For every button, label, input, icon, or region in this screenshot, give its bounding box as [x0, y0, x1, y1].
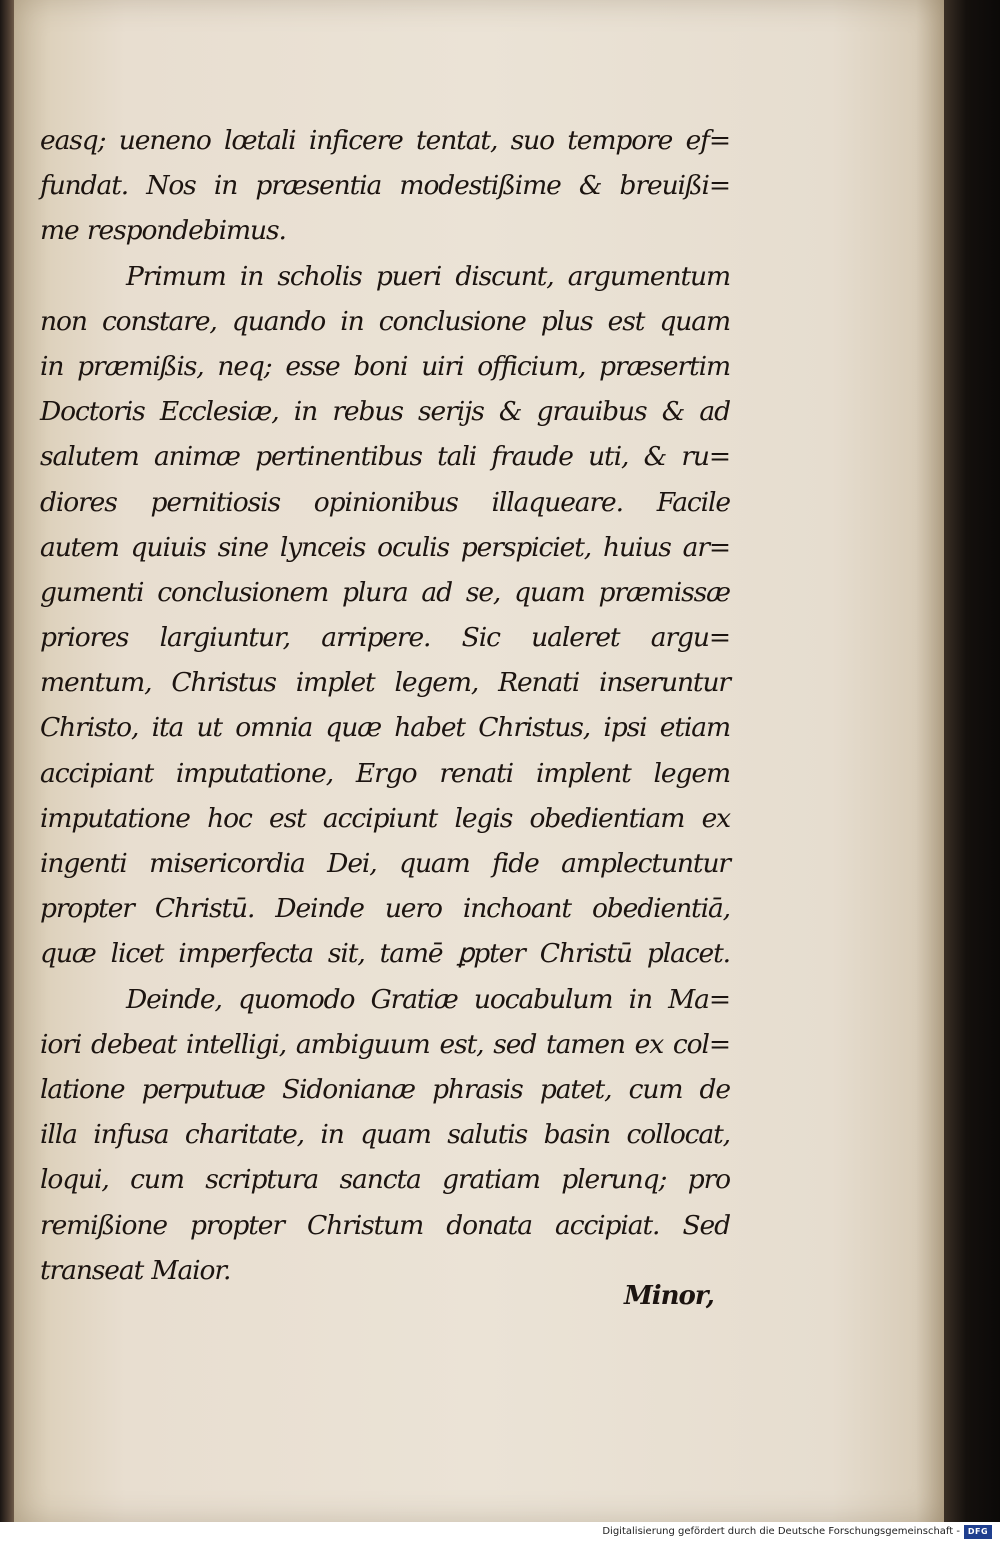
text-line: salutem animæ pertinentibus tali fraude uti, & ru=: [40, 441, 730, 473]
text-line: me respondebimus.: [40, 215, 286, 247]
text-line: non constare, quando in conclusione plus est quam: [40, 305, 730, 337]
text-line: mentum, Christus implet legem, Renati inseruntur: [40, 667, 730, 699]
text-line: propter Christū. Deinde uero inchoant obedientiā,: [40, 893, 730, 925]
text-line: loqui, cum scriptura sancta gratiam plerunq; pro: [40, 1164, 730, 1196]
text-line: imputatione hoc est accipiunt legis obedientiam ex: [40, 802, 730, 834]
book-page: [14, 0, 944, 1522]
text-line: transeat Maior.: [40, 1254, 231, 1286]
text-line: gumenti conclusionem plura ad se, quam præmissæ: [40, 576, 730, 608]
dfg-logo: DFG: [964, 1525, 992, 1539]
text-line: in præmißis, neq; esse boni uiri officium, præsertim: [40, 350, 730, 382]
footer-bar: [0, 1522, 1000, 1543]
text-line: easq; ueneno lœtali inficere tentat, suo tempore ef=: [40, 125, 730, 156]
text-line: fundat. Nos in præsentia modestißime & breuißi=: [40, 170, 730, 202]
text-line: diores pernitiosis opinionibus illaqueare. Facile: [40, 486, 730, 518]
text-line: illa infusa charitate, in quam salutis basin collocat,: [40, 1119, 730, 1151]
text-line: latione perputuæ Sidonianæ phrasis patet, cum de: [40, 1073, 730, 1105]
scan-left-edge: [0, 0, 14, 1522]
catchword: Minor,: [624, 1281, 714, 1311]
body-text: [40, 118, 730, 1293]
text-line: priores largiuntur, arripere. Sic ualeret argu=: [40, 622, 730, 654]
text-line: Primum in scholis pueri discunt, argumentum: [126, 260, 730, 292]
funding-notice: Digitalisierung gefördert durch die Deutsche Forschungsgemeinschaft -: [602, 1526, 960, 1537]
text-line: Deinde, quomodo Gratiæ uocabulum in Ma=: [126, 983, 730, 1015]
text-line: autem quiuis sine lynceis oculis perspiciet, huius ar=: [40, 531, 730, 563]
text-line: ingenti misericordia Dei, quam fide amplectuntur: [40, 848, 730, 879]
text-line: Christo, ita ut omnia quæ habet Christus, ipsi etiam: [40, 712, 730, 744]
text-line: iori debeat intelligi, ambiguum est, sed tamen ex col=: [40, 1028, 730, 1060]
text-line: quæ licet imperfecta sit, tamē ꝑpter Christū placet.: [40, 938, 730, 970]
scan-right-edge: [944, 0, 1000, 1522]
text-line: remißione propter Christum donata accipiat. Sed: [40, 1209, 730, 1241]
text-line: Doctoris Ecclesiæ, in rebus serijs & grauibus & ad: [40, 396, 730, 428]
text-line: accipiant imputatione, Ergo renati implent legem: [40, 757, 730, 789]
